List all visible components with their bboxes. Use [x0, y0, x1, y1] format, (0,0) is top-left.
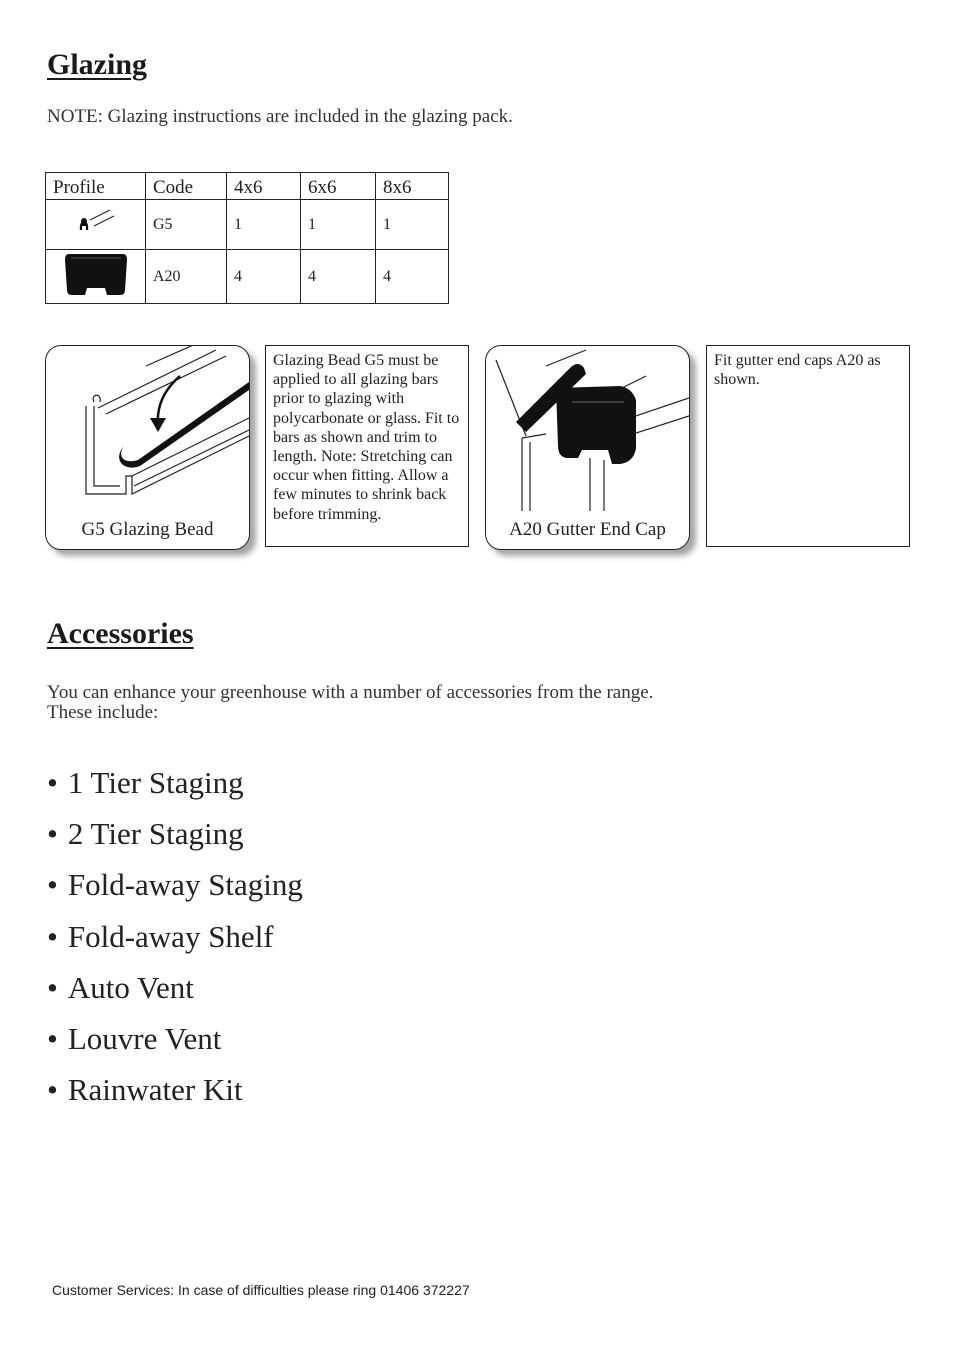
table-row: [46, 200, 449, 250]
accessories-intro-line2: These include:: [47, 702, 159, 723]
table-cell-8x6: 4: [376, 250, 449, 304]
table-cell-4x6: 1: [227, 200, 301, 250]
list-item: • Rainwater Kit: [47, 1067, 303, 1118]
list-item: • Louvre Vent: [47, 1016, 303, 1067]
table-cell-8x6: 1: [376, 200, 449, 250]
col-profile: Profile: [46, 173, 146, 200]
glazing-parts-table: [45, 172, 449, 304]
a20-end-cap-profile-icon: [46, 250, 146, 304]
g5-instructions-panel: Glazing Bead G5 must be applied to all glazing bars prior to glazing with polycarbonate or glass. Fit to bars as shown and trim to length. Note: Stretching can occur when fitting. Allow a few minutes to shrink back before trimming.: [265, 345, 469, 547]
list-item: • Auto Vent: [47, 965, 303, 1016]
g5-glazing-bead-illustration: [46, 346, 249, 521]
table-cell-code: A20: [146, 250, 227, 304]
glazing-heading: Glazing: [47, 48, 148, 81]
g5-bead-profile-icon: [46, 200, 146, 250]
accessories-heading: Accessories: [47, 617, 194, 650]
list-item: • Fold-away Staging: [47, 862, 303, 913]
list-item: • 2 Tier Staging: [47, 811, 303, 862]
g5-illustration-panel: [45, 345, 250, 550]
table-cell-6x6: 1: [301, 200, 376, 250]
g5-caption: G5 Glazing Bead: [81, 519, 214, 540]
accessories-list: [47, 760, 303, 1118]
glazing-note: NOTE: Glazing instructions are included in the glazing pack.: [47, 106, 513, 127]
table-row: [46, 250, 449, 304]
a20-gutter-end-cap-illustration: [486, 346, 689, 521]
a20-instructions-panel: Fit gutter end caps A20 as shown.: [706, 345, 910, 547]
col-6x6: 6x6: [301, 173, 376, 200]
col-8x6: 8x6: [376, 173, 449, 200]
accessories-intro-line1: You can enhance your greenhouse with a number of accessories from the range.: [47, 682, 654, 703]
table-cell-4x6: 4: [227, 250, 301, 304]
a20-illustration-panel: [485, 345, 690, 550]
customer-services-footer: Customer Services: In case of difficulties please ring 01406 372227: [52, 1282, 470, 1298]
col-4x6: 4x6: [227, 173, 301, 200]
col-code: Code: [146, 173, 227, 200]
list-item: • Fold-away Shelf: [47, 914, 303, 965]
a20-caption: A20 Gutter End Cap: [509, 519, 666, 540]
table-cell-6x6: 4: [301, 250, 376, 304]
table-header-row: [46, 173, 449, 200]
table-cell-code: G5: [146, 200, 227, 250]
list-item: • 1 Tier Staging: [47, 760, 303, 811]
